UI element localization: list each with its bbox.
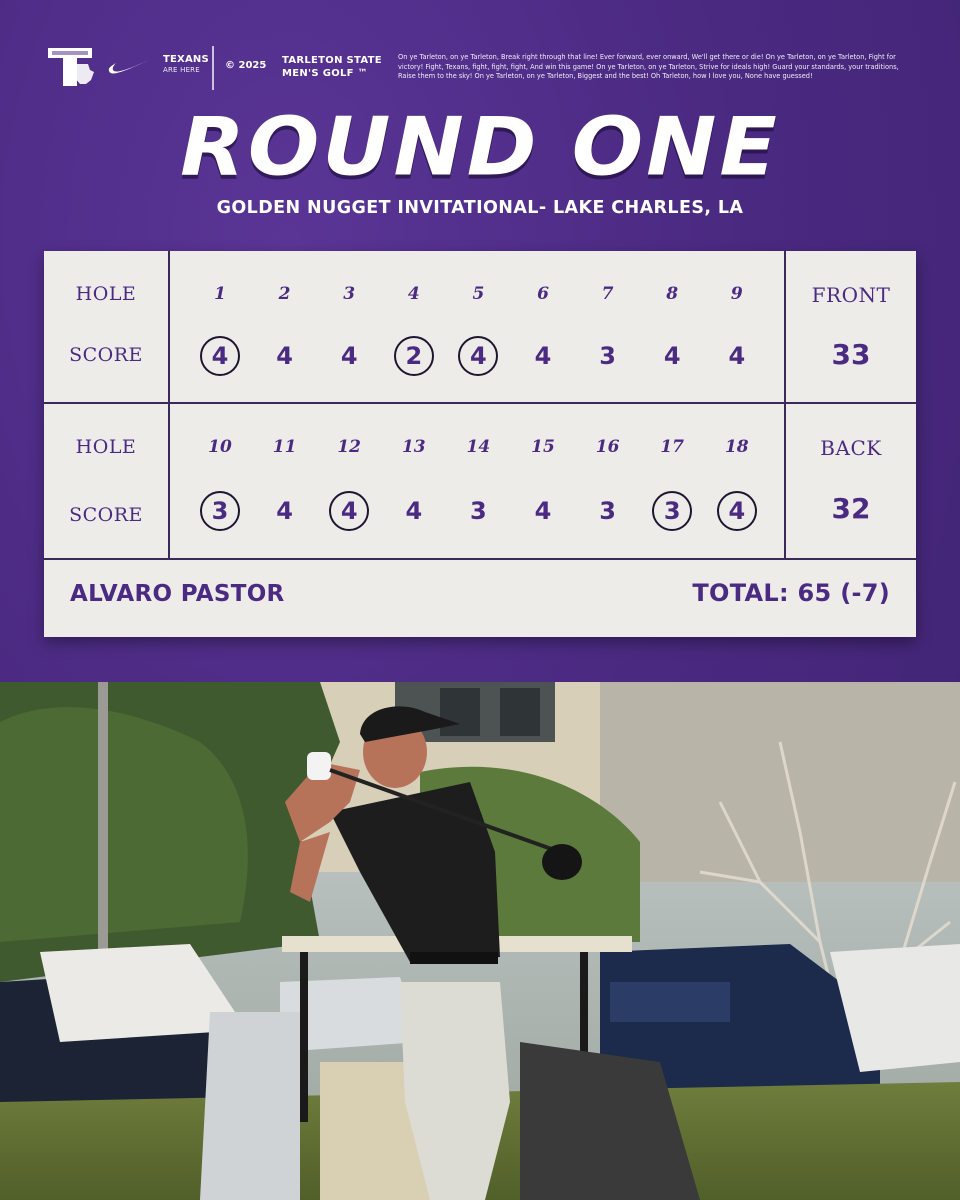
hole-score: 4: [534, 497, 552, 525]
hole-score-circled: 2: [394, 336, 434, 376]
player-name: ALVARO PASTOR: [70, 581, 285, 607]
front-label: FRONT: [811, 283, 891, 307]
hole-score: 4: [728, 342, 746, 370]
back-total: 32: [831, 492, 871, 525]
hole-score: 4: [340, 342, 358, 370]
hole-score: 4: [405, 497, 423, 525]
front-total: 33: [831, 338, 871, 371]
hole-number: 7: [601, 284, 614, 304]
front-hole-label: HOLE: [75, 283, 137, 305]
back-hole-label: HOLE: [75, 436, 137, 458]
hole-score-circled: 3: [200, 491, 240, 531]
hole-score: 3: [599, 342, 616, 370]
fight-song-text: On ye Tarleton, on ye Tarleton, Break right through that line! Ever forward, ever onward, We'll get there or die! On ye Tarleton, on ye Tarleton, Fight for victory! Fight, Texans, fight, fight, fight, And win this game! On ye Tarleton, on ye Tarleton, Strive for ideals high! Guard your standards, your traditions, Raise them to the sky! On ye Tarleton, on ye Tarleton, Biggest and the best! Oh Tarleton, how I love you, None have guessed!: [398, 53, 899, 80]
round-total: TOTAL: 65 (-7): [692, 579, 890, 607]
scorecard: [44, 251, 916, 637]
hole-score: 3: [599, 497, 616, 525]
hole-number: 8: [666, 284, 679, 304]
hole-number: 13: [401, 437, 426, 457]
hole-number: 14: [466, 437, 491, 457]
column-divider: [168, 251, 170, 558]
round-title: ROUND ONE: [180, 100, 780, 194]
hole-score: 3: [470, 497, 487, 525]
tarleton-t-texas-logo-icon: [44, 42, 96, 92]
texans-line2: ARE HERE: [163, 66, 200, 74]
hole-number: 2: [278, 284, 291, 304]
event-subtitle: GOLDEN NUGGET INVITATIONAL- LAKE CHARLES, LA: [216, 198, 744, 218]
hole-score: 4: [663, 342, 681, 370]
hole-number: 16: [595, 437, 620, 457]
back-score-label: SCORE: [69, 504, 143, 526]
hole-number: 12: [337, 437, 362, 457]
copyright-text: © 2025: [225, 60, 267, 71]
hole-score: 4: [276, 497, 293, 525]
hole-number: 4: [407, 284, 420, 304]
hole-number: 17: [660, 437, 685, 457]
hole-number: 6: [537, 284, 549, 304]
front-score-label: SCORE: [69, 344, 143, 366]
back-label: BACK: [820, 436, 882, 460]
hole-score-circled: 4: [329, 491, 369, 531]
nike-swoosh-icon: [107, 56, 151, 76]
hole-number: 5: [472, 284, 485, 304]
hole-number: 10: [208, 437, 232, 457]
hole-number: 1: [214, 284, 226, 304]
hole-number: 3: [343, 284, 356, 304]
hole-score: 4: [276, 342, 293, 370]
hole-score-circled: 4: [458, 336, 498, 376]
hole-number: 11: [272, 437, 297, 457]
row-divider: [44, 558, 916, 560]
texans-are-here-mark: [163, 54, 209, 76]
team-line1: TARLETON STATE: [282, 55, 382, 66]
team-line2: MEN'S GOLF ™: [282, 68, 368, 79]
hole-score-circled: 3: [652, 491, 692, 531]
team-name: [282, 54, 382, 80]
hole-number: 9: [730, 284, 743, 304]
hole-score-circled: 4: [717, 491, 757, 531]
hole-number: 18: [724, 437, 749, 457]
texans-line1: TEXANS: [163, 54, 209, 65]
hole-score: 4: [534, 342, 552, 370]
golfer-photo: [0, 682, 960, 1200]
header-strip: [0, 40, 960, 96]
hole-score-circled: 4: [200, 336, 240, 376]
header-divider: [212, 46, 214, 90]
hole-number: 15: [531, 437, 555, 457]
